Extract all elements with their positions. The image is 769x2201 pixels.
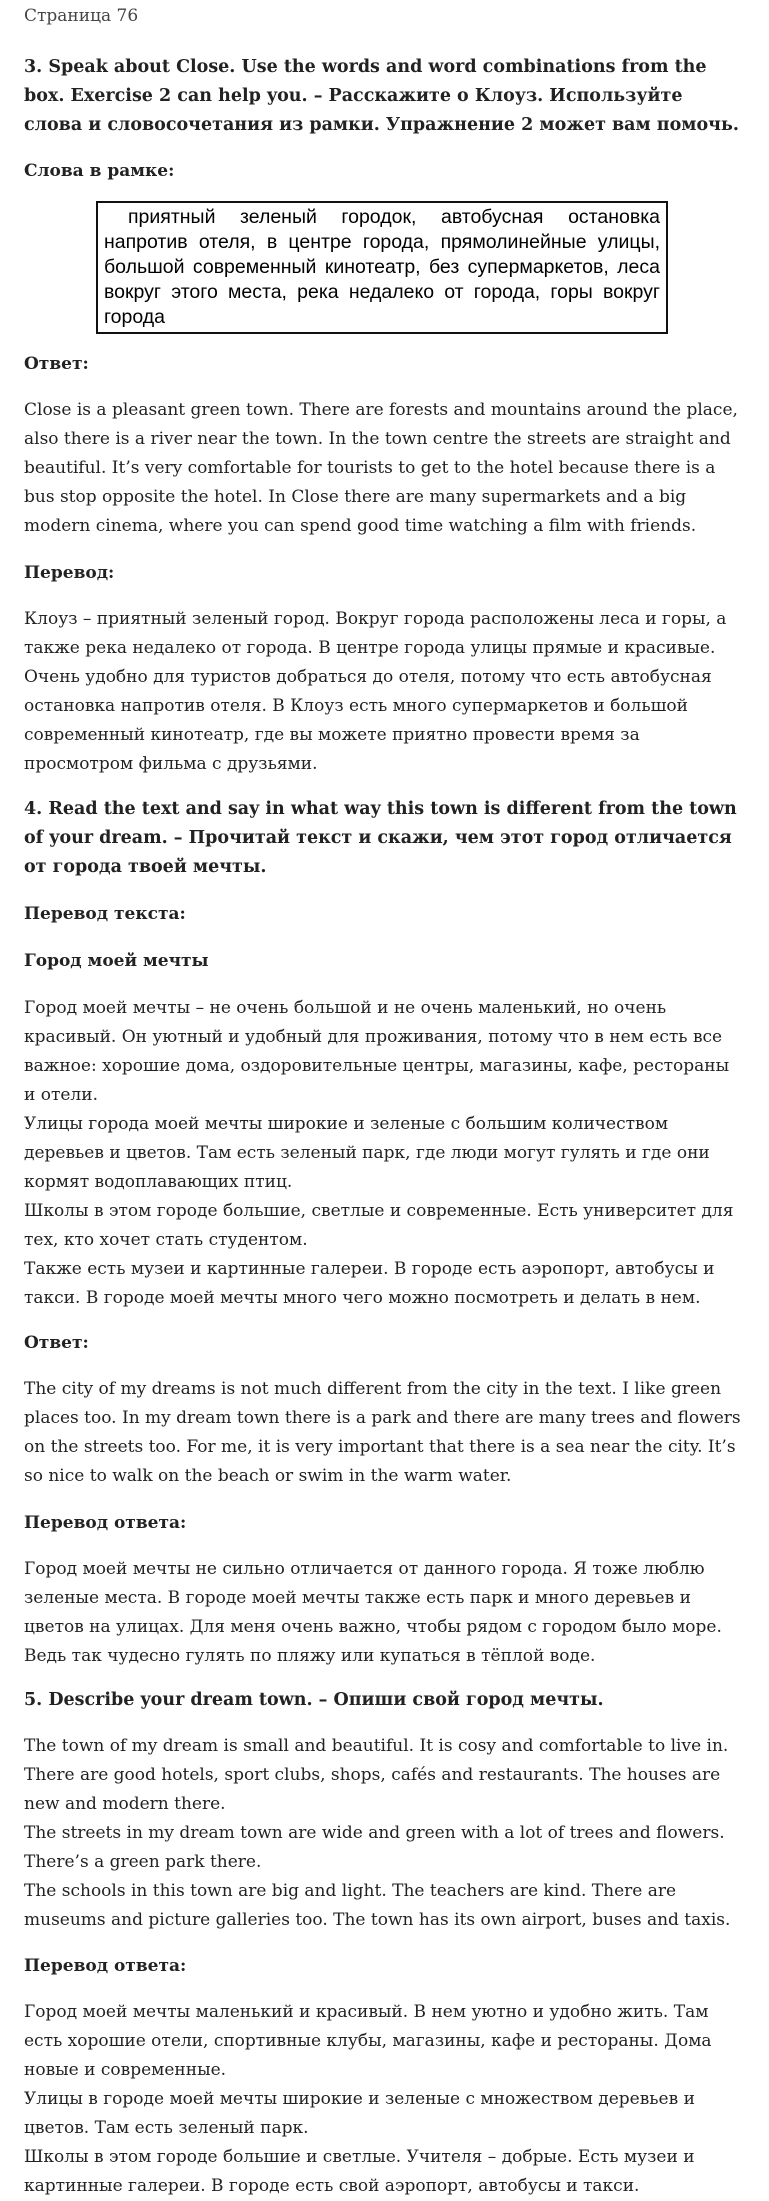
exercise-3-task: 3. Speak about Close. Use the words and word combinations from the box. Exercise 2 can help you. – Расскажите о Клоуз. Используйте слова и словосочетания из рамки. Упражнение 2 может вам помочь. [24,57,739,135]
exercise-5-answer [24,1732,745,1935]
text-translation-body [24,994,745,1313]
exercise-4-answer-translation: Город моей мечты не сильно отличается от данного города. Я тоже люблю зеленые места. В городе моей мечты также есть парк и много деревьев и цветов на улицах. Для меня очень важно, чтобы рядом с городом было море. Ведь так чудесно гулять по пляжу или купаться в тёплой воде. [24,1559,722,1666]
exercise-3-answer-label: Ответ: [24,354,89,374]
text-paragraph: Также есть музеи и картинные галереи. В городе есть аэропорт, автобусы и такси. В городе моей мечты много чего можно посмотреть и делать в нем. [24,1259,715,1308]
text-paragraph: Улицы города моей мечты широкие и зеленые с большим количеством деревьев и цветов. Там есть зеленый парк, где люди могут гулять и где они кормят водоплавающих птиц. [24,1114,710,1192]
exercise-5-translation-label: Перевод ответа: [24,1956,187,1976]
box-label: Слова в рамке: [24,161,175,181]
exercise-3-answer: Close is a pleasant green town. There are forests and mountains around the place, also there is a river near the town. In the town centre the streets are straight and beautiful. It’s very comfortable for tourists to get to the hotel because there is a bus stop opposite the hotel. In Close there are many supermarkets and a big modern cinema, where you can spend good time watching a film with friends. [24,400,738,536]
translation-paragraph: Улицы в городе моей мечты широкие и зеленые с множеством деревьев и цветов. Там есть зеленый парк. [24,2089,695,2138]
exercise-5-task: 5. Describe your dream town. – Опиши свой город мечты. [24,1690,604,1710]
exercise-4-answer-label: Ответ: [24,1333,89,1353]
translation-paragraph: Город моей мечты маленький и красивый. В нем уютно и удобно жить. Там есть хорошие отели, спортивные клубы, магазины, кафе и рестораны. Дома новые и современные. [24,2002,712,2080]
exercise-4-answer: The city of my dreams is not much different from the city in the text. I like green places too. In my dream town there is a park and there are many trees and flowers on the streets too. For me, it is very important that there is a sea near the city. It’s so nice to walk on the beach or swim in the warm water. [24,1379,741,1486]
word-box: приятный зеленый городок, автобусная остановка напротив отеля, в центре города, прямолинейные улицы, большой современный кинотеатр, без супермаркетов, леса вокруг этого места, река недалеко от города, горы вокруг города [96,201,668,334]
text-paragraph: Город моей мечты – не очень большой и не очень маленький, но очень красивый. Он уютный и удобный для проживания, потому что в нем есть все важное: хорошие дома, оздоровительные центры, магазины, кафе, рестораны и отели. [24,998,730,1105]
exercise-4-task: 4. Read the text and say in what way this town is different from the town of your dream. – Прочитай текст и скажи, чем этот город отличается от города твоей мечты. [24,799,737,877]
answer-paragraph: The streets in my dream town are wide and green with a lot of trees and flowers. There’s a green park there. [24,1823,725,1872]
text-translation-label: Перевод текста: [24,904,186,924]
translation-paragraph: Школы в этом городе большие и светлые. Учителя – добрые. Есть музеи и картинные галереи. В городе есть свой аэропорт, автобусы и такси. [24,2147,695,2196]
answer-paragraph: The schools in this town are big and light. The teachers are kind. There are museums and picture galleries too. The town has its own airport, buses and taxis. [24,1881,731,1930]
text-title: Город моей мечты [24,951,209,971]
text-paragraph: Школы в этом городе большие, светлые и современные. Есть университет для тех, кто хочет стать студентом. [24,1201,734,1250]
answer-paragraph: The town of my dream is small and beautiful. It is cosy and comfortable to live in. There are good hotels, sport clubs, shops, cafés and restaurants. The houses are new and modern there. [24,1736,729,1814]
exercise-5-translation [24,1998,745,2201]
page-number-label: Страница 76 [24,6,139,26]
exercise-3-translation: Клоуз – приятный зеленый город. Вокруг города расположены леса и горы, а также река недалеко от города. В центре города улицы прямые и красивые. Очень удобно для туристов добраться до отеля, потому что есть автобусная остановка напротив отеля. В Клоуз есть много супермаркетов и большой современный кинотеатр, где вы можете приятно провести время за просмотром фильма с друзьями. [24,609,727,774]
page [0,4,769,2201]
exercise-3-translation-label: Перевод: [24,563,115,583]
exercise-4-answer-translation-label: Перевод ответа: [24,1513,187,1533]
